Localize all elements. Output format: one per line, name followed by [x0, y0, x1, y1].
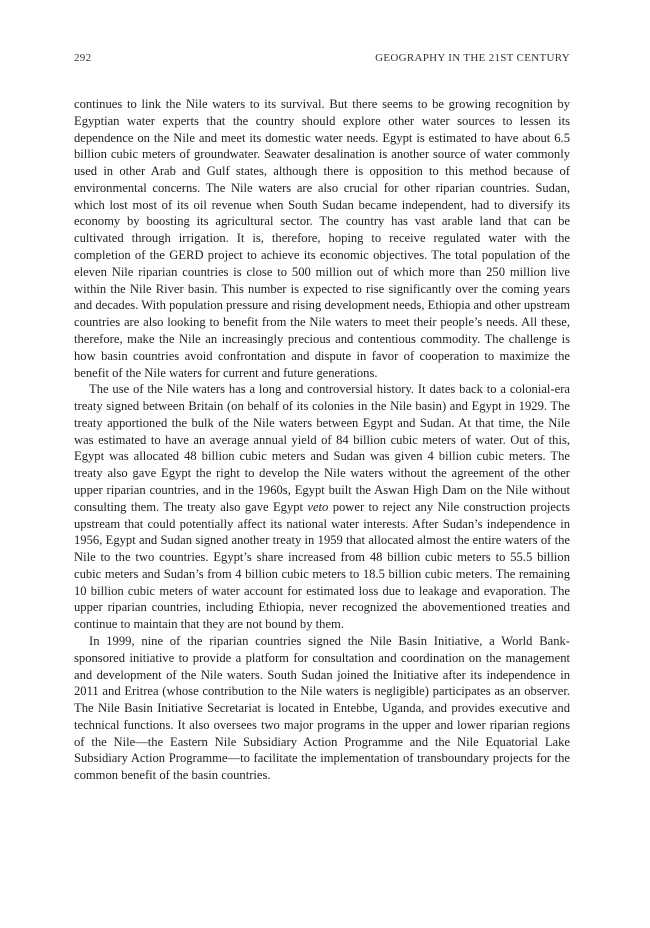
text-run: continues to link the Nile waters to its survival. But there seems to be growing recognition by Egyptian water experts that the country should explore other water sources to lessen its dependence on the Nile and meet its domestic water needs. Egypt is estimated to have about 6.5 billion cubic meters of groundwater. Seawater desalination is another source of water commonly used in other Arab and Gulf states, although there is opposition to this method because of environmental concerns. The Nile waters are also crucial for other riparian countries. Sudan, which lost most of its oil revenue when South Sudan became independent, had to diversify its economy by boosting its agricultural sector. The country has vast arable land that can be cultivated through irrigation. It is, therefore, hoping to receive regulated water with the completion of the GERD project to achieve its economic objectives. The total population of the eleven Nile riparian countries is close to 500 million out of which more than 250 million live within the Nile River basin. This number is expected to rise significantly over the coming years and decades. With population pressure and rising development needs, Ethiopia and other upstream countries are also looking to benefit from the Nile waters to meet their people’s needs. All these, therefore, make the Nile an increasingly precious and contentious commodity. The challenge is how basin countries avoid confrontation and dispute in favor of cooperation to maximize the benefit of the Nile waters for current and future generations.: [74, 97, 570, 380]
running-header: [74, 52, 570, 68]
running-title: GEOGRAPHY IN THE 21ST CENTURY: [375, 52, 570, 64]
text-run: power to reject any Nile construction projects upstream that could potentially affect its national water interests. After Sudan’s independence in 1956, Egypt and Sudan signed another treaty in 1959 that allocated almost the entire waters of the Nile to the two countries. Egypt’s share increased from 48 billion cubic meters to 55.5 billion cubic meters and Sudan’s from 4 billion cubic meters to 18.5 billion cubic meters. The remaining 10 billion cubic meters of water account for estimated loss due to leakage and evaporation. The upper riparian countries, including Ethiopia, never recognized the abovementioned treaties and continue to maintain that they are not bound by them.: [74, 499, 570, 632]
paragraph: [74, 381, 570, 633]
body-text: [74, 96, 570, 784]
text-run: The use of the Nile waters has a long and controversial history. It dates back to a colonial-era treaty signed between Britain (on behalf of its colonies in the Nile basin) and Egypt in 1929. The treaty apportioned the bulk of the Nile waters between Egypt and Sudan. At that time, the Nile was estimated to have an average annual yield of 84 billion cubic meters of water. Out of this, Egypt was allocated 48 billion cubic meters and Sudan was given 4 billion cubic meters. The treaty also gave Egypt the right to develop the Nile waters without the agreement of the other upper riparian countries, and in the 1960s, Egypt built the Aswan High Dam on the Nile without consulting them. The treaty also gave Egypt: [74, 382, 570, 514]
page-number: 292: [74, 52, 92, 64]
paragraph: [74, 96, 570, 381]
paragraph: [74, 633, 570, 784]
italic-text: veto: [307, 499, 329, 514]
text-run: In 1999, nine of the riparian countries signed the Nile Basin Initiative, a World Bank-sponsored initiative to provide a platform for consultation and coordination on the management and development of the Nile waters. South Sudan joined the Initiative after its independence in 2011 and Eritrea (whose contribution to the Nile waters is negligible) participates as an observer. The Nile Basin Initiative Secretariat is located in Entebbe, Uganda, and provides executive and technical functions. It also oversees two major programs in the upper and lower riparian regions of the Nile—the Eastern Nile Subsidiary Action Programme and the Nile Equatorial Lake Subsidiary Action Programme—to facilitate the implementation of transboundary projects for the common benefit of the basin countries.: [74, 634, 570, 783]
